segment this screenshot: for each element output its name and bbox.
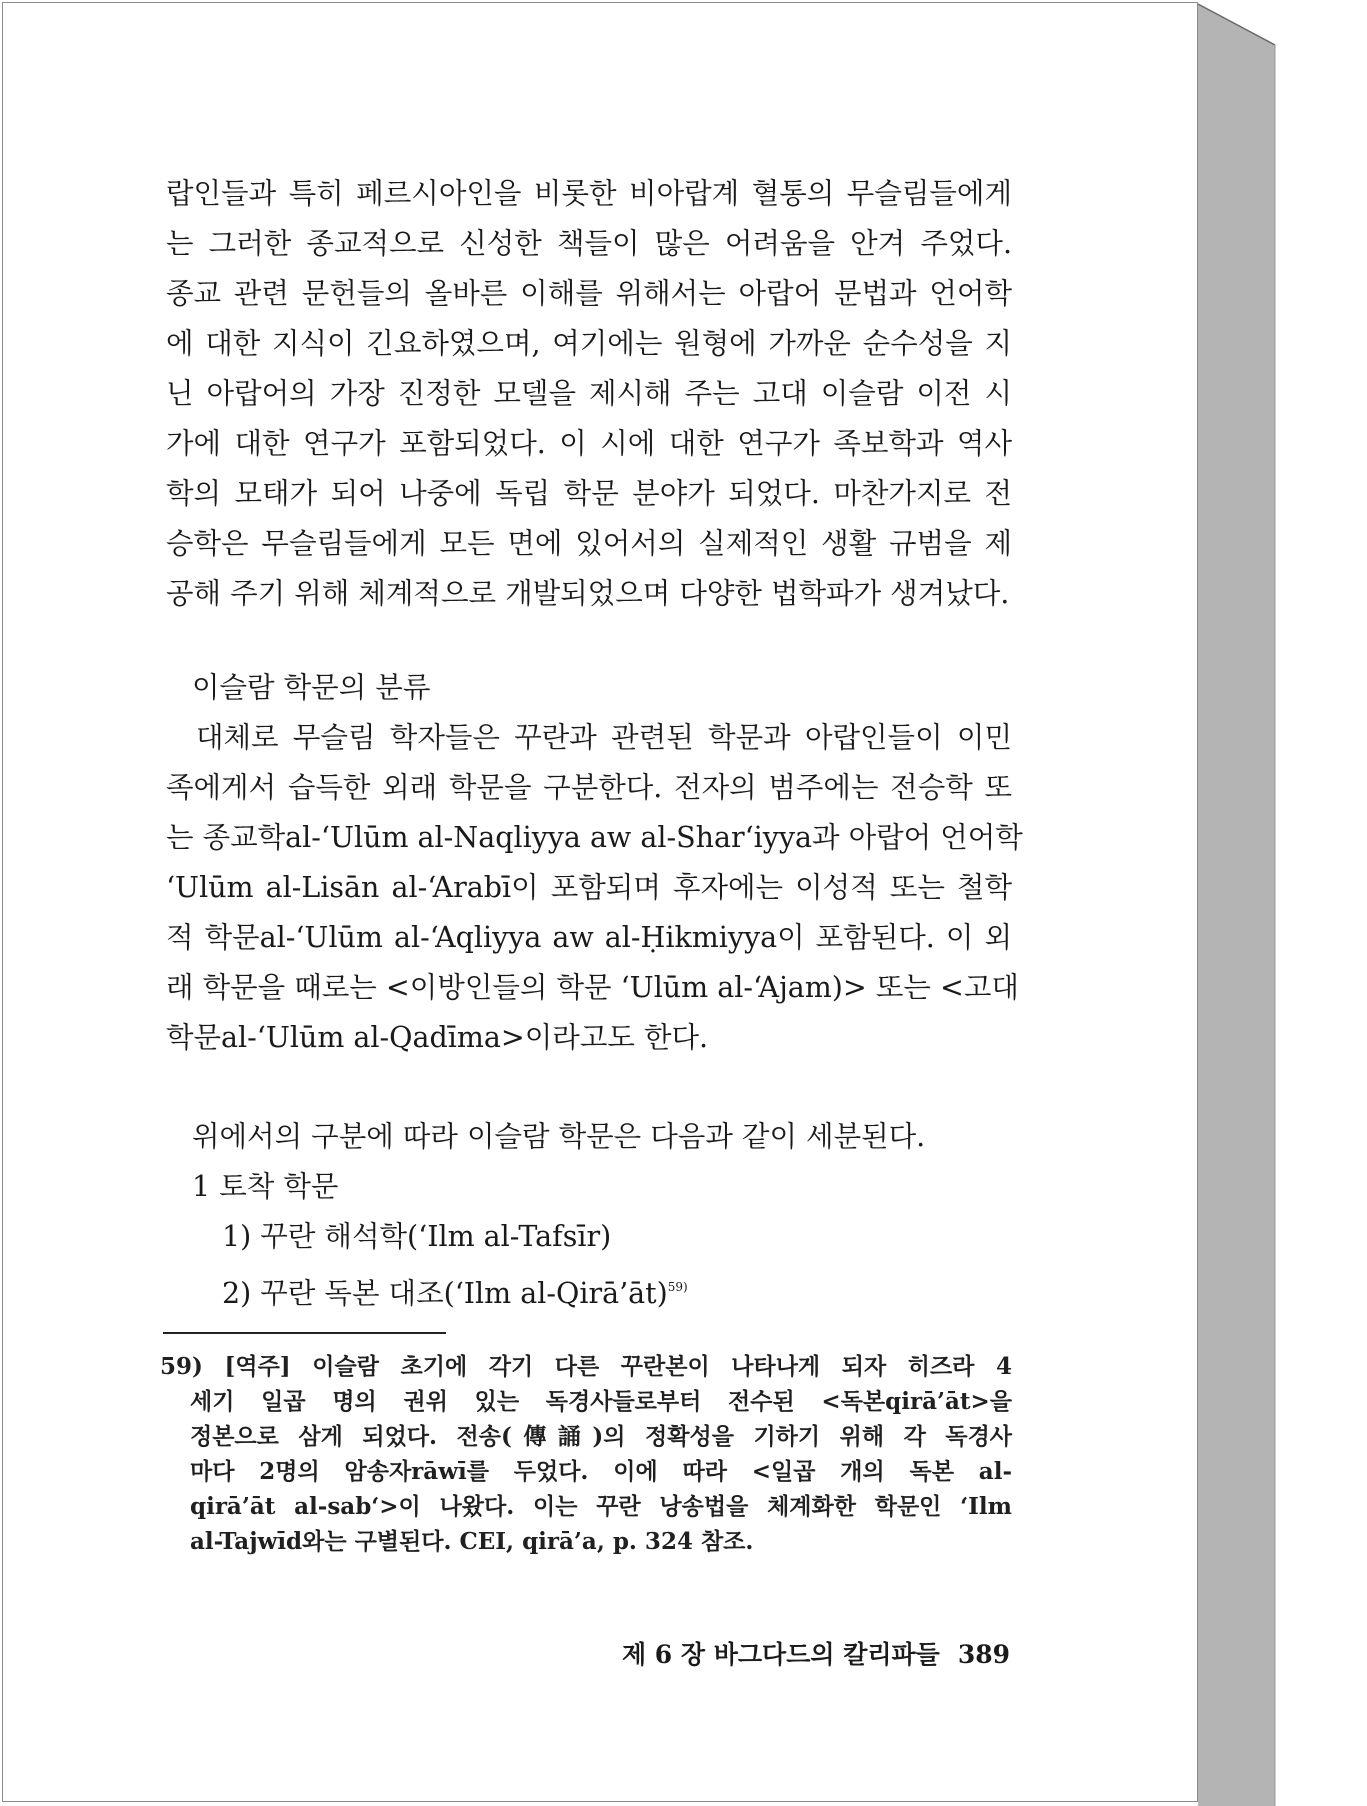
page-number: 389 — [957, 1640, 1010, 1669]
intro-line: 위에서의 구분에 따라 이슬람 학문은 다음과 같이 세분된다. — [192, 1120, 926, 1153]
body-line: 는 종교학al-‘Ulūm al-Naqliyya aw al-Shar‘iyya과 아랍어 언어학 — [166, 821, 1023, 854]
body-line: 학의 모태가 되어 나중에 독립 학문 분야가 되었다. 마찬가지로 전 — [166, 477, 1012, 510]
body-line: 적 학문al-‘Ulūm al-‘Aqliyya aw al-Ḥikmiyya이 포함된다. 이 외 — [166, 921, 1012, 954]
body-line: 공해 주기 위해 체계적으로 개발되었으며 다양한 법학파가 생겨났다. — [166, 577, 1010, 610]
body-line: 닌 아랍어의 가장 진정한 모델을 제시해 주는 고대 이슬람 이전 시 — [166, 377, 1012, 410]
body-line: 승학은 무슬림들에게 모든 면에 있어서의 실제적인 생활 규범을 제 — [166, 527, 1012, 560]
body-line: 에 대한 지식이 긴요하였으며, 여기에는 원형에 가까운 순수성을 지 — [166, 327, 1012, 360]
list-item-text: 2) 꾸란 독본 대조(‘Ilm al-Qirā’āt) — [222, 1277, 668, 1310]
section-heading: 이슬람 학문의 분류 — [192, 671, 431, 704]
body-line: 학문al-‘Ulūm al-Qadīma>이라고도 한다. — [166, 1021, 709, 1054]
body-line: 대체로 무슬림 학자들은 꾸란과 관련된 학문과 아랍인들이 이민 — [196, 721, 1012, 754]
body-line: 는 그러한 종교적으로 신성한 책들이 많은 어려움을 안겨 주었다. — [166, 227, 1012, 260]
body-line: 족에게서 습득한 외래 학문을 구분한다. 전자의 범주에는 전승학 또 — [166, 771, 1012, 804]
running-footer — [622, 1639, 1010, 1671]
chapter-title: 제 6 장 바그다드의 칼리파들 — [621, 1640, 940, 1669]
footnote-line: 정본으로 삼게 되었다. 전송(傳誦)의 정확성을 기하기 위해 각 독경사 — [190, 1423, 1012, 1450]
footnote-line: 마다 2명의 암송자rāwī를 두었다. 이에 따라 <일곱 개의 독본 al- — [190, 1458, 1012, 1485]
footnote-line: 세기 일곱 명의 권위 있는 독경사들로부터 전수된 <독본qirā’āt>을 — [190, 1388, 1012, 1415]
footnote-reference: 59) — [667, 1280, 688, 1294]
body-line: ‘Ulūm al-Lisān al-‘Arabī이 포함되며 후자에는 이성적 또는 철학 — [166, 871, 1012, 904]
footnote-line: qirā’āt al-sab‘>이 나왔다. 이는 꾸란 낭송법을 체계화한 학문인 ‘Ilm — [190, 1493, 1012, 1520]
body-line: 종교 관련 문헌들의 올바른 이해를 위해서는 아랍어 문법과 언어학 — [166, 277, 1012, 310]
footnote-line: al-Tajwīd와는 구별된다. CEI, qirā’a, p. 324 참조. — [190, 1528, 754, 1555]
list-item-text: 1) 꾸란 해석학(‘Ilm al-Tafsīr) — [222, 1220, 612, 1253]
footnote-separator — [163, 1332, 446, 1334]
list-item — [222, 1270, 688, 1311]
list-item — [222, 1220, 611, 1254]
body-line: 랍인들과 특히 페르시아인을 비롯한 비아랍계 혈통의 무슬림들에게 — [166, 177, 1012, 210]
list-heading: 1 토착 학문 — [192, 1170, 339, 1203]
footnote-line: 59) [역주] 이슬람 초기에 각기 다른 꾸란본이 나타나게 되자 히즈라 4 — [160, 1353, 1012, 1380]
body-line: 가에 대한 연구가 포함되었다. 이 시에 대한 연구가 족보학과 역사 — [166, 427, 1012, 460]
body-line: 래 학문을 때로는 <이방인들의 학문 ‘Ulūm al-‘Ajam)> 또는 <고대 — [166, 971, 1019, 1004]
